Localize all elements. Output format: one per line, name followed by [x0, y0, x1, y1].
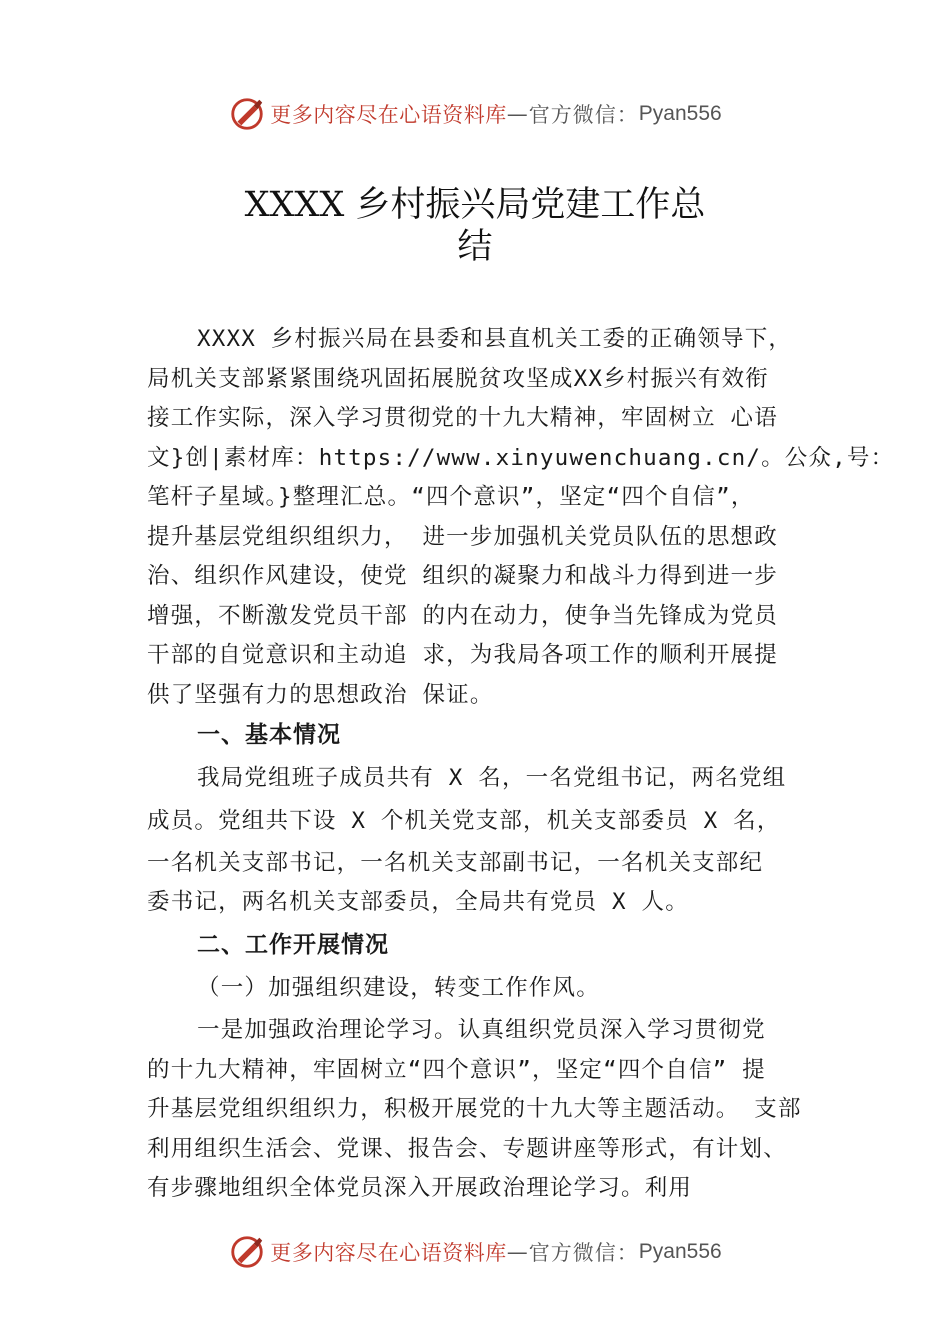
body-line: 文}创|素材库：https://www.xinyuwenchuang.cn/。公众,号： [147, 445, 895, 471]
page-title [0, 184, 950, 268]
banner-separator: — [506, 1240, 529, 1264]
banner-wechat-id: Pyan556 [638, 102, 722, 125]
title-line-1: XXXX 乡村振兴局党建工作总 [244, 185, 706, 225]
body-line: 提升基层党组织组织力， 进一步加强机关党员队伍的思想政 [147, 524, 778, 550]
body-line: 笔杆子星域。}整理汇总。“四个意识”，坚定“四个自信”， [147, 484, 755, 510]
body-line: 供了坚强有力的思想政治 保证。 [147, 682, 494, 708]
body-line: 的十九大精神，牢固树立“四个意识”，坚定“四个自信” 提 [147, 1057, 766, 1083]
pen-logo-icon [228, 95, 266, 133]
banner-wechat-label: 官方微信： [528, 1241, 639, 1265]
body-line: 有步骤地组织全体党员深入开展政治理论学习。利用 [147, 1175, 693, 1201]
body-line: 成员。党组共下设 X 个机关党支部，机关支部委员 X 名， [147, 808, 781, 834]
body-line: 升基层党组织组织力，积极开展党的十九大等主题活动。 支部 [147, 1096, 802, 1122]
section-heading-basic: 一、基本情况 [197, 722, 341, 748]
banner-wechat-id: Pyan556 [638, 1240, 722, 1263]
header-banner [0, 94, 950, 134]
body-line: 委书记，两名机关支部委员，全局共有党员 X 人。 [147, 889, 689, 915]
banner-wechat-label: 官方微信： [528, 103, 639, 127]
body-line: 增强，不断激发党员干部 的内在动力，使争当先锋成为党员 [147, 603, 778, 629]
banner-text: 更多内容尽在心语资料库 [270, 1241, 507, 1265]
body-line: XXXX 乡村振兴局在县委和县直机关工委的正确领导下， [197, 326, 793, 352]
title-line-2: 结 [457, 227, 493, 267]
body-line: 一名机关支部书记，一名机关支部副书记，一名机关支部纪 [147, 850, 764, 876]
banner-text: 更多内容尽在心语资料库 [270, 103, 507, 127]
body-line: 干部的自觉意识和主动追 求，为我局各项工作的顺利开展提 [147, 642, 778, 668]
banner-separator: — [506, 102, 529, 126]
body-line: 我局党组班子成员共有 X 名，一名党组书记，两名党组 [197, 765, 787, 791]
body-line: 一是加强政治理论学习。认真组织党员深入学习贯彻党 [197, 1017, 766, 1043]
body-line: 接工作实际，深入学习贯彻党的十九大精神，牢固树立 心语 [147, 405, 778, 431]
body-line: 治、组织作风建设，使党 组织的凝聚力和战斗力得到进一步 [147, 563, 778, 589]
section-heading-work: 二、工作开展情况 [197, 932, 389, 958]
pen-logo-icon [228, 1233, 266, 1271]
body-line: 局机关支部紧紧围绕巩固拓展脱贫攻坚成XX乡村振兴有效衔 [147, 366, 769, 392]
body-line: 利用组织生活会、党课、报告会、专题讲座等形式，有计划、 [147, 1136, 787, 1162]
subheading: （一）加强组织建设，转变工作作风。 [197, 975, 600, 1001]
footer-banner [0, 1232, 950, 1272]
